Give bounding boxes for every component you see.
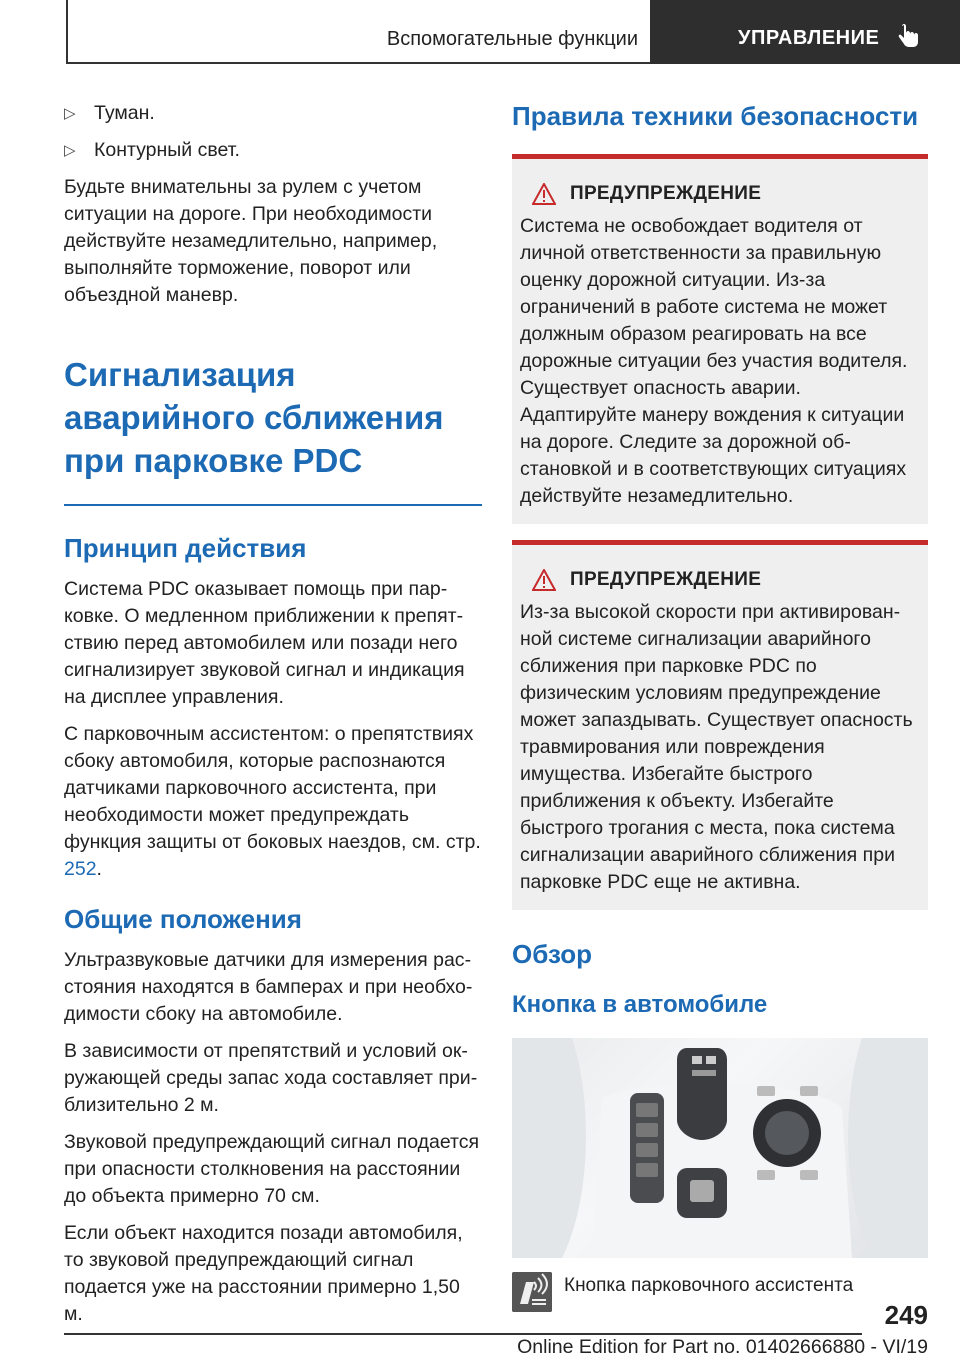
hand-pointer-icon bbox=[894, 22, 922, 50]
page-link[interactable]: 252 bbox=[64, 858, 97, 880]
parking-assistant-icon[interactable] bbox=[512, 1272, 552, 1312]
triangle-bullet-icon: ▷ bbox=[64, 105, 76, 122]
triangle-bullet-icon: ▷ bbox=[64, 142, 76, 159]
principle-paragraph-2: С парковочным ассистентом: о препятствиях сбоку автомобиля, которые распознаются датчиками парковочного ассистента, при необходимости может предупреждать функция защиты от боковых наездов, см. стр. 252. bbox=[64, 723, 481, 880]
chapter-tab[interactable] bbox=[650, 0, 960, 64]
caption-text: Кнопка парковочного ассистента bbox=[564, 1275, 854, 1296]
footer-rule bbox=[64, 1333, 862, 1335]
header-section-title: Вспомогательные функции bbox=[386, 28, 638, 50]
section-heading: Сигнализация аварийного сближения при парковке PDC bbox=[64, 356, 444, 479]
principle-paragraph-1: Система PDC оказывает помощь при парковке. О медленном приближении к препятствию перед автомобилем или позади него сигнализирует звуковой сигнал и индикация на дисплее управления. bbox=[64, 578, 465, 708]
chapter-label: УПРАВЛЕНИЕ bbox=[738, 27, 880, 49]
warning-title: ПРЕДУПРЕЖДЕНИЕ bbox=[570, 183, 762, 204]
header-underline bbox=[66, 62, 650, 64]
page-number: 249 bbox=[884, 1300, 928, 1330]
warning-text: Из-за высокой скорости при активированной системе сигнализации аварийного сближения при парковке PDC по физическим условиям предупреждение может запаздывать. Существует опасность травмирования или повреждения имущества. Избегайте быстрого приближения к объекту. Избегайте быстрого трогания с места, пока система сигнализации аварийного сближения при парковке PDC еще не активна. bbox=[520, 601, 913, 893]
general-paragraph-4: Если объект находится позади автомобиля, то звуковой предупреждающий сигнал подается уже на расстоянии примерно 1,50 м. bbox=[64, 1222, 463, 1325]
list-item: ▷ Контурный свет. bbox=[64, 137, 482, 164]
warning-box bbox=[512, 540, 928, 910]
warning-triangle-icon bbox=[532, 183, 556, 205]
list-item: ▷ Туман. bbox=[64, 100, 482, 127]
right-column bbox=[512, 100, 928, 1312]
general-paragraph-2: В зависимости от препятствий и условий окружающей среды запас хода составляет приблизительно 2 м. bbox=[64, 1040, 478, 1116]
principle-heading: Принцип действия bbox=[64, 533, 307, 563]
intro-paragraph: Будьте внимательны за рулем с учетом ситуации на дороге. При необходимости действуйте незамедлительно, например, выполняйте торможение, поворот или объездной маневр. bbox=[64, 176, 438, 306]
general-heading: Общие положения bbox=[64, 904, 302, 934]
header-divider bbox=[66, 0, 68, 64]
general-paragraph-1: Ультразвуковые датчики для измерения расстояния находятся в бамперах и при необходимости сбоку на автомобиле. bbox=[64, 949, 473, 1025]
warning-triangle-icon bbox=[532, 569, 556, 591]
warning-text: Система не освобождает водителя от личной ответственности за правильную оценку дорожной ситуации. Из-за ограничений в работе система не может должным образом реагировать на все дорожные ситуации без участия водителя. Существует опасность аварии. Адаптируйте манеру вождения к ситуации на дороге. Следите за дорожной обстановкой и в соответствующих ситуациях действуйте незамедлительно. bbox=[520, 215, 908, 507]
warning-box bbox=[512, 154, 928, 524]
safety-heading: Правила техники безопасности bbox=[512, 101, 919, 131]
button-heading: Кнопка в автомобиле bbox=[512, 991, 768, 1018]
heading-rule bbox=[64, 504, 482, 506]
footer-edition: Online Edition for Part no. 01402666880 - VI/19 bbox=[517, 1336, 928, 1358]
overview-heading: Обзор bbox=[512, 939, 592, 969]
left-column bbox=[64, 100, 482, 1338]
console-illustration bbox=[512, 1038, 928, 1258]
center-console-photo bbox=[512, 1038, 928, 1258]
warning-title: ПРЕДУПРЕЖДЕНИЕ bbox=[570, 569, 762, 590]
general-paragraph-3: Звуковой предупреждающий сигнал подается при опасности столкновения на расстоянии до объекта примерно 70 см. bbox=[64, 1131, 480, 1207]
